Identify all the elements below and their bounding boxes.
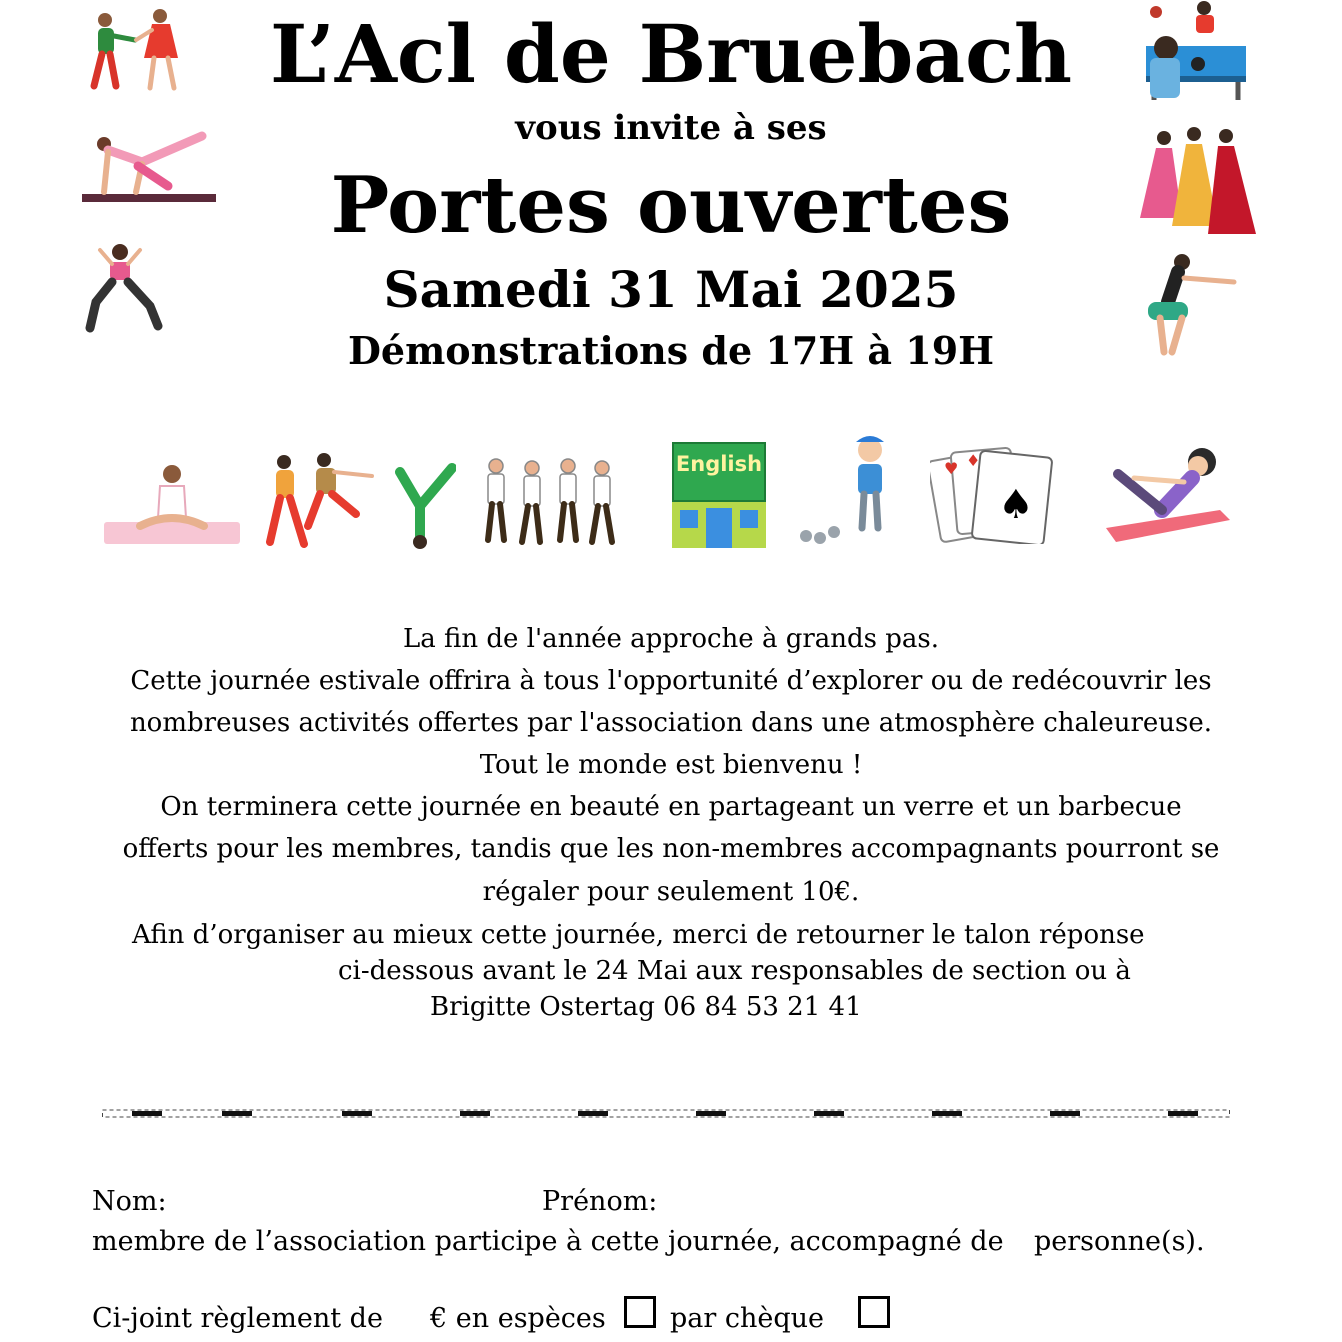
pilates-kneeling-icon (82, 128, 216, 206)
membre-line: membre de l’association participe à cette journée, accompagné de (92, 1226, 1004, 1257)
body-line: nombreuses activités offertes par l'association dans une atmosphère chaleureuse. (129, 708, 1213, 738)
english-sign-label: English (675, 452, 763, 476)
body-line: On terminera cette journée en beauté en partageant un verre et un barbecue (160, 792, 1182, 822)
flamenco-dancers-icon (1134, 118, 1258, 238)
svg-text:♦: ♦ (966, 451, 981, 470)
svg-text:♠: ♠ (998, 482, 1034, 528)
reglement-label: Ci-joint règlement de (92, 1303, 383, 1334)
swing-dance-couple-icon (80, 6, 190, 96)
svg-text:♥: ♥ (944, 459, 959, 478)
cut-line-divider (102, 1108, 1230, 1120)
breakdance-icon (390, 462, 456, 550)
body-line: Tout le monde est bienvenu ! (479, 750, 863, 780)
especes-label: € en espèces (430, 1303, 606, 1334)
squat-exercise-icon (1142, 252, 1238, 358)
contact-line: Brigitte Ostertag 06 84 53 21 41 (430, 992, 862, 1022)
event-title: Portes ouvertes (330, 160, 1012, 251)
cheque-label: par chèque (670, 1303, 825, 1334)
body-line: offerts pour les membres, tandis que les non-membres accompagnants pourront se (122, 834, 1220, 864)
nom-field-label: Nom: (92, 1186, 167, 1217)
personnes-label: personne(s). (1034, 1226, 1205, 1257)
fitness-lunge-icon (82, 240, 166, 336)
body-line: Afin d’organiser au mieux cette journée, merci de retourner le talon réponse (132, 920, 1145, 950)
playing-cards-icon (930, 440, 1054, 544)
especes-checkbox[interactable] (624, 1296, 656, 1328)
cheque-checkbox[interactable] (858, 1296, 890, 1328)
english-school-icon (672, 442, 766, 548)
table-tennis-icon (1144, 0, 1248, 104)
hip-hop-dancers-icon (264, 450, 376, 550)
invite-line: vous invite à ses (515, 108, 827, 148)
prenom-field-label: Prénom: (542, 1186, 658, 1217)
petanque-player-icon (798, 430, 898, 548)
page-title: L’Acl de Bruebach (269, 7, 1073, 101)
event-date: Samedi 31 Mai 2025 (383, 260, 959, 319)
pilates-mat-icon (1104, 444, 1232, 546)
yoga-icon (100, 460, 244, 550)
demo-hours: Démonstrations de 17H à 19H (347, 328, 995, 373)
body-line: Cette journée estivale offrira à tous l'opportunité d’explorer ou de redécouvrir les (130, 666, 1212, 696)
line-dancers-icon (474, 454, 620, 548)
body-line: La fin de l'année approche à grands pas. (402, 624, 940, 654)
body-line: ci-dessous avant le 24 Mai aux responsables de section ou à (338, 956, 1131, 986)
body-line: régaler pour seulement 10€. (482, 877, 860, 907)
